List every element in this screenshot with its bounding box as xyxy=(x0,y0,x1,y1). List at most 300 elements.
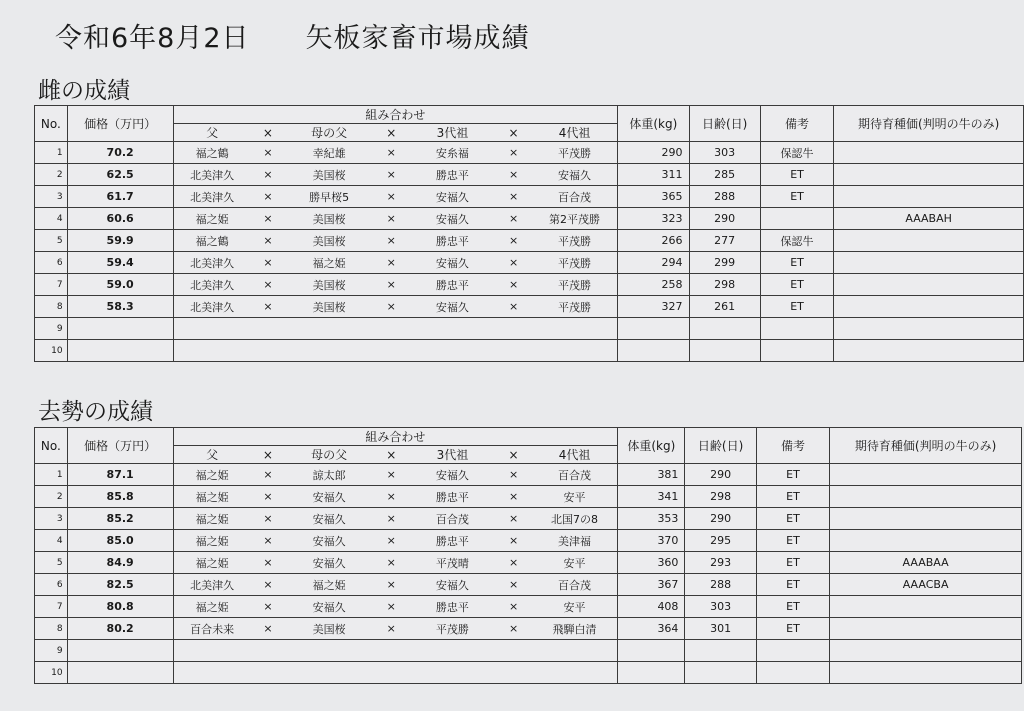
maternal-father-cell: 福之姫 xyxy=(285,252,373,274)
header-combination: 組み合わせ xyxy=(173,428,618,446)
father-cell xyxy=(173,340,250,362)
note-cell xyxy=(760,340,833,362)
expected-value-cell xyxy=(834,274,1024,296)
age-cell: 303 xyxy=(689,142,760,164)
father-cell: 福之鶴 xyxy=(173,230,250,252)
table-row xyxy=(35,252,1024,274)
note-cell: ET xyxy=(756,530,829,552)
gen4-cell: 北国7の8 xyxy=(532,508,618,530)
cross-mark xyxy=(251,640,286,662)
gen4-cell: 平茂勝 xyxy=(532,252,618,274)
cross-mark: × xyxy=(495,208,532,230)
gen3-cell: 安福久 xyxy=(410,186,496,208)
row-number: 8 xyxy=(35,618,68,640)
maternal-father-cell: 美国桜 xyxy=(285,230,373,252)
cross-mark: × xyxy=(373,230,410,252)
weight-cell: 370 xyxy=(618,530,685,552)
maternal-father-cell xyxy=(285,340,373,362)
header-gen4: 4代祖 xyxy=(532,446,618,464)
cross-mark: × xyxy=(495,464,532,486)
price-cell: 85.8 xyxy=(67,486,173,508)
row-number: 7 xyxy=(35,596,68,618)
gen3-cell: 勝忠平 xyxy=(410,274,496,296)
gen3-cell: 勝忠平 xyxy=(410,164,496,186)
father-cell: 百合未来 xyxy=(173,618,250,640)
father-cell: 福之鶴 xyxy=(173,142,250,164)
expected-value-cell xyxy=(834,142,1024,164)
header-weight: 体重(kg) xyxy=(618,428,685,464)
table-row xyxy=(35,296,1024,318)
gen4-cell: 百合茂 xyxy=(532,186,618,208)
cross-mark: × xyxy=(251,508,286,530)
weight-cell: 360 xyxy=(618,552,685,574)
section-title-steer: 去勢の成績 xyxy=(38,399,153,425)
header-expected-value: 期待育種価(判明の牛のみ) xyxy=(834,106,1024,142)
maternal-father-cell: 諒太郎 xyxy=(285,464,373,486)
father-cell xyxy=(173,640,250,662)
row-number: 9 xyxy=(35,640,68,662)
cross-mark xyxy=(373,640,410,662)
header-price: 価格（万円） xyxy=(67,428,173,464)
price-cell: 60.6 xyxy=(67,208,173,230)
father-cell: 福之姫 xyxy=(173,208,250,230)
age-cell xyxy=(685,640,756,662)
age-cell: 285 xyxy=(689,164,760,186)
table-row xyxy=(35,596,1022,618)
cross-mark: × xyxy=(373,574,410,596)
cross-mark: × xyxy=(251,552,286,574)
weight-cell xyxy=(618,640,685,662)
note-cell xyxy=(760,318,833,340)
row-number: 1 xyxy=(35,142,68,164)
cross-mark: × xyxy=(251,230,286,252)
gen3-cell: 安福久 xyxy=(410,252,496,274)
maternal-father-cell xyxy=(285,318,373,340)
section-title-female: 雌の成績 xyxy=(38,78,130,104)
table-row xyxy=(35,208,1024,230)
cross-mark xyxy=(251,340,286,362)
age-cell: 288 xyxy=(685,574,756,596)
expected-value-cell xyxy=(834,186,1024,208)
cross-mark: × xyxy=(373,186,410,208)
cross-mark: × xyxy=(373,486,410,508)
weight-cell: 381 xyxy=(618,464,685,486)
row-number: 1 xyxy=(35,464,68,486)
gen4-cell xyxy=(532,662,618,684)
header-age: 日齢(日) xyxy=(689,106,760,142)
weight-cell: 294 xyxy=(618,252,689,274)
cross-mark: × xyxy=(495,230,532,252)
document-title: 令和6年8月2日 矢板家畜市場成績 xyxy=(55,23,530,54)
cross-mark: × xyxy=(251,530,286,552)
cross-mark: × xyxy=(495,186,532,208)
maternal-father-cell: 美国桜 xyxy=(285,164,373,186)
cross-mark: × xyxy=(251,574,286,596)
father-cell: 福之姫 xyxy=(173,596,250,618)
cross-mark: × xyxy=(495,274,532,296)
note-cell: ET xyxy=(756,618,829,640)
gen3-cell: 勝忠平 xyxy=(410,530,496,552)
note-cell xyxy=(756,640,829,662)
gen4-cell xyxy=(532,318,618,340)
age-cell: 295 xyxy=(685,530,756,552)
maternal-father-cell: 美国桜 xyxy=(285,208,373,230)
expected-value-cell xyxy=(834,318,1024,340)
gen4-cell: 安平 xyxy=(532,552,618,574)
header-price: 価格（万円） xyxy=(67,106,173,142)
table-row xyxy=(35,274,1024,296)
age-cell: 261 xyxy=(689,296,760,318)
gen3-cell xyxy=(410,640,496,662)
cross-mark: × xyxy=(495,486,532,508)
father-cell: 北美津久 xyxy=(173,164,250,186)
cross-mark xyxy=(495,640,532,662)
expected-value-cell: AAACBA xyxy=(830,574,1022,596)
cross-mark: × xyxy=(495,508,532,530)
price-cell xyxy=(67,640,173,662)
gen4-cell: 安平 xyxy=(532,486,618,508)
expected-value-cell xyxy=(834,296,1024,318)
row-number: 9 xyxy=(35,318,68,340)
age-cell: 290 xyxy=(689,208,760,230)
note-cell: ET xyxy=(756,596,829,618)
table-row xyxy=(35,486,1022,508)
maternal-father-cell xyxy=(285,640,373,662)
price-cell: 61.7 xyxy=(67,186,173,208)
note-cell: ET xyxy=(760,274,833,296)
row-number: 5 xyxy=(35,552,68,574)
expected-value-cell xyxy=(830,640,1022,662)
weight-cell xyxy=(618,318,689,340)
note-cell: ET xyxy=(760,186,833,208)
table-row xyxy=(35,640,1022,662)
cross-mark: × xyxy=(373,508,410,530)
header-gen4: 4代祖 xyxy=(532,124,618,142)
header-father: 父 xyxy=(173,446,250,464)
father-cell: 福之姫 xyxy=(173,464,250,486)
gen4-cell: 平茂勝 xyxy=(532,230,618,252)
cross-mark: × xyxy=(495,618,532,640)
cross-mark: × xyxy=(373,530,410,552)
cross-mark: × xyxy=(373,164,410,186)
header-maternal-father: 母の父 xyxy=(285,446,373,464)
weight-cell xyxy=(618,340,689,362)
gen4-cell xyxy=(532,340,618,362)
cross-mark: × xyxy=(495,252,532,274)
expected-value-cell xyxy=(830,508,1022,530)
header-no: No. xyxy=(35,106,68,142)
table-row xyxy=(35,508,1022,530)
weight-cell: 266 xyxy=(618,230,689,252)
weight-cell: 365 xyxy=(618,186,689,208)
gen3-cell xyxy=(410,318,496,340)
maternal-father-cell: 安福久 xyxy=(285,486,373,508)
results-table-female xyxy=(34,105,1024,362)
age-cell xyxy=(689,340,760,362)
header-cross: × xyxy=(251,446,286,464)
weight-cell: 364 xyxy=(618,618,685,640)
age-cell: 293 xyxy=(685,552,756,574)
header-father: 父 xyxy=(173,124,250,142)
price-cell: 87.1 xyxy=(67,464,173,486)
table-row xyxy=(35,530,1022,552)
maternal-father-cell: 美国桜 xyxy=(285,618,373,640)
maternal-father-cell: 安福久 xyxy=(285,596,373,618)
cross-mark xyxy=(495,340,532,362)
gen3-cell xyxy=(410,662,496,684)
age-cell xyxy=(689,318,760,340)
expected-value-cell: AAABAH xyxy=(834,208,1024,230)
cross-mark: × xyxy=(373,252,410,274)
price-cell: 82.5 xyxy=(67,574,173,596)
cross-mark: × xyxy=(251,296,286,318)
gen4-cell xyxy=(532,640,618,662)
cross-mark xyxy=(373,340,410,362)
header-cross: × xyxy=(373,124,410,142)
note-cell: ET xyxy=(760,164,833,186)
cross-mark: × xyxy=(251,618,286,640)
age-cell: 290 xyxy=(685,464,756,486)
gen4-cell: 飛騨白清 xyxy=(532,618,618,640)
cross-mark: × xyxy=(251,252,286,274)
expected-value-cell xyxy=(834,252,1024,274)
table-row xyxy=(35,552,1022,574)
gen3-cell: 勝忠平 xyxy=(410,486,496,508)
cross-mark xyxy=(495,318,532,340)
father-cell: 福之姫 xyxy=(173,508,250,530)
note-cell xyxy=(760,208,833,230)
expected-value-cell xyxy=(834,230,1024,252)
cross-mark: × xyxy=(373,464,410,486)
row-number: 4 xyxy=(35,208,68,230)
age-cell: 301 xyxy=(685,618,756,640)
header-age: 日齢(日) xyxy=(685,428,756,464)
cross-mark xyxy=(251,318,286,340)
maternal-father-cell: 美国桜 xyxy=(285,274,373,296)
table-row xyxy=(35,574,1022,596)
price-cell: 85.2 xyxy=(67,508,173,530)
header-cross: × xyxy=(251,124,286,142)
gen3-cell: 安福久 xyxy=(410,296,496,318)
row-number: 10 xyxy=(35,340,68,362)
row-number: 3 xyxy=(35,508,68,530)
note-cell: ET xyxy=(756,508,829,530)
expected-value-cell xyxy=(830,530,1022,552)
table-row xyxy=(35,618,1022,640)
gen4-cell: 百合茂 xyxy=(532,574,618,596)
row-number: 2 xyxy=(35,486,68,508)
gen4-cell: 平茂勝 xyxy=(532,274,618,296)
note-cell: ET xyxy=(760,252,833,274)
header-gen3: 3代祖 xyxy=(410,446,496,464)
cross-mark: × xyxy=(373,596,410,618)
table-row xyxy=(35,186,1024,208)
header-gen3: 3代祖 xyxy=(410,124,496,142)
gen4-cell: 安福久 xyxy=(532,164,618,186)
cross-mark: × xyxy=(251,464,286,486)
gen3-cell: 勝忠平 xyxy=(410,230,496,252)
price-cell: 59.9 xyxy=(67,230,173,252)
cross-mark: × xyxy=(251,208,286,230)
expected-value-cell xyxy=(830,486,1022,508)
cross-mark: × xyxy=(251,486,286,508)
row-number: 3 xyxy=(35,186,68,208)
cross-mark: × xyxy=(495,530,532,552)
cross-mark: × xyxy=(495,296,532,318)
age-cell: 277 xyxy=(689,230,760,252)
note-cell: 保認牛 xyxy=(760,142,833,164)
row-number: 6 xyxy=(35,252,68,274)
cross-mark: × xyxy=(373,618,410,640)
age-cell: 288 xyxy=(689,186,760,208)
price-cell: 85.0 xyxy=(67,530,173,552)
cross-mark: × xyxy=(495,574,532,596)
table-row xyxy=(35,464,1022,486)
age-cell: 299 xyxy=(689,252,760,274)
cross-mark: × xyxy=(251,596,286,618)
price-cell: 84.9 xyxy=(67,552,173,574)
father-cell: 北美津久 xyxy=(173,574,250,596)
cross-mark xyxy=(495,662,532,684)
price-cell xyxy=(67,340,173,362)
maternal-father-cell: 福之姫 xyxy=(285,574,373,596)
price-cell: 59.4 xyxy=(67,252,173,274)
weight-cell: 367 xyxy=(618,574,685,596)
weight-cell: 408 xyxy=(618,596,685,618)
row-number: 7 xyxy=(35,274,68,296)
cross-mark xyxy=(373,662,410,684)
gen4-cell: 平茂勝 xyxy=(532,142,618,164)
cross-mark xyxy=(373,318,410,340)
row-number: 2 xyxy=(35,164,68,186)
gen3-cell: 安福久 xyxy=(410,574,496,596)
cross-mark: × xyxy=(373,552,410,574)
header-cross: × xyxy=(373,446,410,464)
father-cell: 北美津久 xyxy=(173,186,250,208)
weight-cell: 258 xyxy=(618,274,689,296)
header-note: 備考 xyxy=(756,428,829,464)
expected-value-cell xyxy=(834,340,1024,362)
note-cell: ET xyxy=(760,296,833,318)
gen3-cell xyxy=(410,340,496,362)
weight-cell: 341 xyxy=(618,486,685,508)
cross-mark: × xyxy=(495,142,532,164)
expected-value-cell: AAABAA xyxy=(830,552,1022,574)
note-cell: 保認牛 xyxy=(760,230,833,252)
maternal-father-cell: 美国桜 xyxy=(285,296,373,318)
expected-value-cell xyxy=(834,164,1024,186)
gen4-cell: 平茂勝 xyxy=(532,296,618,318)
father-cell: 福之姫 xyxy=(173,486,250,508)
father-cell xyxy=(173,318,250,340)
cross-mark: × xyxy=(251,164,286,186)
weight-cell: 327 xyxy=(618,296,689,318)
price-cell: 62.5 xyxy=(67,164,173,186)
expected-value-cell xyxy=(830,596,1022,618)
table-row xyxy=(35,164,1024,186)
age-cell: 303 xyxy=(685,596,756,618)
cross-mark: × xyxy=(373,142,410,164)
note-cell: ET xyxy=(756,574,829,596)
row-number: 10 xyxy=(35,662,68,684)
weight-cell: 290 xyxy=(618,142,689,164)
row-number: 4 xyxy=(35,530,68,552)
cross-mark: × xyxy=(251,186,286,208)
gen3-cell: 平茂晴 xyxy=(410,552,496,574)
gen3-cell: 安糸福 xyxy=(410,142,496,164)
age-cell: 290 xyxy=(685,508,756,530)
header-cross: × xyxy=(495,446,532,464)
cross-mark: × xyxy=(495,552,532,574)
price-cell: 80.8 xyxy=(67,596,173,618)
father-cell: 福之姫 xyxy=(173,552,250,574)
header-weight: 体重(kg) xyxy=(618,106,689,142)
cross-mark: × xyxy=(373,296,410,318)
table-row xyxy=(35,230,1024,252)
maternal-father-cell xyxy=(285,662,373,684)
note-cell: ET xyxy=(756,464,829,486)
age-cell xyxy=(685,662,756,684)
weight-cell: 323 xyxy=(618,208,689,230)
expected-value-cell xyxy=(830,618,1022,640)
weight-cell: 311 xyxy=(618,164,689,186)
expected-value-cell xyxy=(830,662,1022,684)
gen4-cell: 百合茂 xyxy=(532,464,618,486)
row-number: 8 xyxy=(35,296,68,318)
results-table-steer xyxy=(34,427,1022,684)
gen3-cell: 安福久 xyxy=(410,464,496,486)
price-cell: 80.2 xyxy=(67,618,173,640)
table-row xyxy=(35,662,1022,684)
header-combination: 組み合わせ xyxy=(173,106,618,124)
weight-cell xyxy=(618,662,685,684)
price-cell: 59.0 xyxy=(67,274,173,296)
gen3-cell: 安福久 xyxy=(410,208,496,230)
cross-mark xyxy=(251,662,286,684)
note-cell: ET xyxy=(756,552,829,574)
cross-mark: × xyxy=(251,142,286,164)
price-cell: 58.3 xyxy=(67,296,173,318)
header-no: No. xyxy=(35,428,68,464)
table-row xyxy=(35,340,1024,362)
cross-mark: × xyxy=(373,274,410,296)
gen4-cell: 美津福 xyxy=(532,530,618,552)
header-maternal-father: 母の父 xyxy=(285,124,373,142)
gen3-cell: 百合茂 xyxy=(410,508,496,530)
cross-mark: × xyxy=(373,208,410,230)
maternal-father-cell: 安福久 xyxy=(285,530,373,552)
father-cell xyxy=(173,662,250,684)
maternal-father-cell: 安福久 xyxy=(285,552,373,574)
row-number: 5 xyxy=(35,230,68,252)
header-note: 備考 xyxy=(760,106,833,142)
father-cell: 北美津久 xyxy=(173,274,250,296)
header-cross: × xyxy=(495,124,532,142)
header-expected-value: 期待育種価(判明の牛のみ) xyxy=(830,428,1022,464)
age-cell: 298 xyxy=(689,274,760,296)
maternal-father-cell: 勝早桜5 xyxy=(285,186,373,208)
price-cell xyxy=(67,318,173,340)
cross-mark: × xyxy=(495,596,532,618)
expected-value-cell xyxy=(830,464,1022,486)
age-cell: 298 xyxy=(685,486,756,508)
father-cell: 北美津久 xyxy=(173,252,250,274)
father-cell: 福之姫 xyxy=(173,530,250,552)
row-number: 6 xyxy=(35,574,68,596)
gen3-cell: 平茂勝 xyxy=(410,618,496,640)
note-cell: ET xyxy=(756,486,829,508)
price-cell: 70.2 xyxy=(67,142,173,164)
